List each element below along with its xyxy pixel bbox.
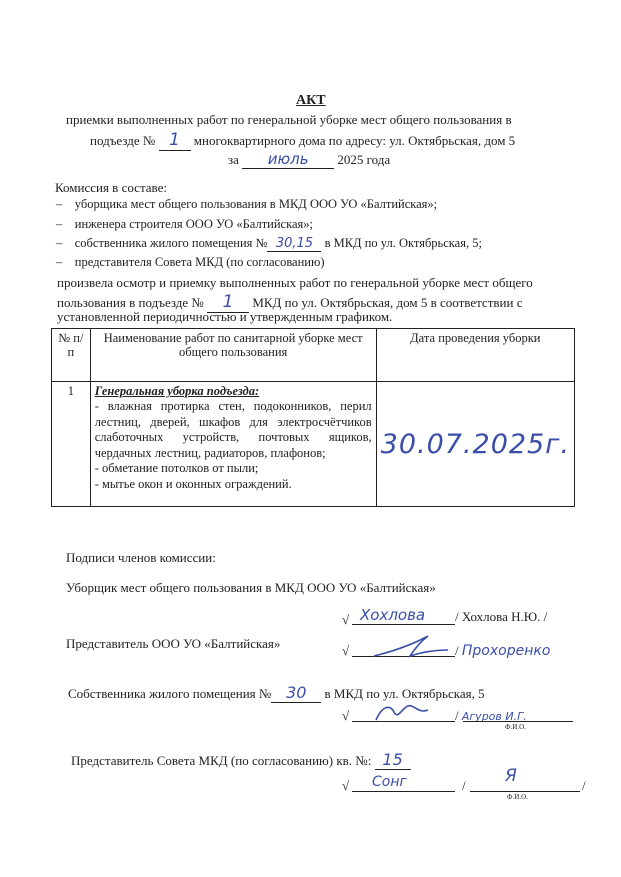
tick-mark: √	[342, 643, 350, 658]
work-line: - влажная протирка стен, подоконников, перил лестниц, дверей, шкафов для электросчётчиков слаботочных устройств, почтовых ящиков, чердачных лестниц, радиаторов, плафонов;	[94, 399, 372, 460]
work-line: - мытье окон и оконных ограждений.	[94, 476, 292, 491]
cleaner-signature: Хохлова	[360, 606, 426, 624]
header-date: Дата проведения уборки	[376, 329, 574, 382]
body-entrance-number: 1	[207, 292, 249, 313]
header-entrance-number: 1	[159, 130, 191, 151]
council-apartment-no: 15	[375, 750, 411, 770]
owner-fio-caption: Ф.И.О.	[505, 723, 526, 731]
council-fio-caption: Ф.И.О.	[507, 793, 528, 801]
signatures-label: Подписи членов комиссии:	[66, 550, 216, 565]
tick-mark: √	[342, 708, 350, 723]
header-line2	[90, 130, 515, 151]
header-num: № п/п	[52, 329, 91, 382]
owner-apartment-no: 30,15	[267, 236, 321, 252]
work-line: - обметание потолков от пыли;	[94, 461, 259, 475]
cleaner-name: / Хохлова Н.Ю. /	[455, 609, 548, 624]
header-work: Наименование работ по санитарной уборке мест общего пользования	[90, 329, 376, 382]
body-line1: произвела осмотр и приемку выполненных работ по генеральной уборке мест общего	[57, 275, 533, 290]
council-sign-line	[352, 791, 455, 792]
rep-label: Представитель ООО УО «Балтийская»	[66, 636, 281, 651]
document-title: АКТ	[296, 93, 326, 108]
period-year: 2025 года	[337, 152, 391, 167]
row-work	[90, 382, 376, 507]
owner-name-line	[463, 721, 573, 722]
rep-name-row: / Прохоренко	[455, 643, 551, 659]
council-slash-end: /	[582, 778, 586, 793]
cleaner-sign-line	[352, 624, 455, 625]
commission-member: – собственника жилого помещения № 30,15 в МКД по ул. Октябрьская, 5;	[56, 236, 482, 251]
header-period	[228, 150, 390, 169]
commission-label: Комиссия в составе:	[55, 180, 167, 195]
council-name-line	[470, 791, 580, 792]
commission-member: – уборщика мест общего пользования в МКД ООО УО «Балтийская»;	[56, 197, 438, 211]
header-entrance-label: подъезде №	[90, 133, 156, 148]
council-slash: /	[462, 778, 466, 793]
period-month: июль	[242, 150, 334, 169]
row-date	[376, 382, 574, 507]
body-line3: установленной периодичностью и утвержденным графиком.	[57, 309, 393, 324]
body-line2: пользования в подъезде № 1 МКД по ул. Октябрьская, дом 5 в соответствии с	[57, 292, 523, 312]
owner-signature-icon	[372, 700, 432, 724]
owner-label: Собственника жилого помещения № 30 в МКД по ул. Октябрьская, 5	[68, 683, 485, 702]
owner-sign-apartment: 30	[271, 683, 321, 703]
works-table	[51, 328, 575, 507]
tick-mark: √	[342, 612, 350, 627]
council-name: Я	[505, 766, 517, 786]
cleaning-date: 30.07.2025г.	[380, 428, 570, 460]
table-header-row	[52, 329, 575, 382]
owner-name-row: / Агуров И.Г.	[455, 708, 527, 723]
owner-name: Агуров И.Г.	[461, 710, 527, 723]
rep-signature-icon	[370, 630, 450, 660]
cleaner-label: Уборщик мест общего пользования в МКД ООО УО «Балтийская»	[66, 580, 436, 595]
table-row	[52, 382, 575, 507]
header-line1: приемки выполненных работ по генеральной уборке мест общего пользования в	[66, 112, 512, 127]
tick-mark: √	[342, 778, 350, 793]
period-label: за	[228, 152, 239, 167]
commission-member: – инженера строителя ООО УО «Балтийская»;	[56, 217, 313, 231]
rep-name: Прохоренко	[461, 643, 551, 659]
commission-member: – представителя Совета МКД (по согласованию)	[56, 255, 325, 269]
work-title: Генеральная уборка подъезда:	[94, 384, 260, 398]
council-signature: Сонг	[372, 774, 407, 790]
header-address: многоквартирного дома по адресу: ул. Октябрьская, дом 5	[193, 133, 516, 148]
row-num: 1	[52, 382, 91, 507]
council-label: Представитель Совета МКД (по согласованию) кв. №: 15	[71, 750, 411, 770]
